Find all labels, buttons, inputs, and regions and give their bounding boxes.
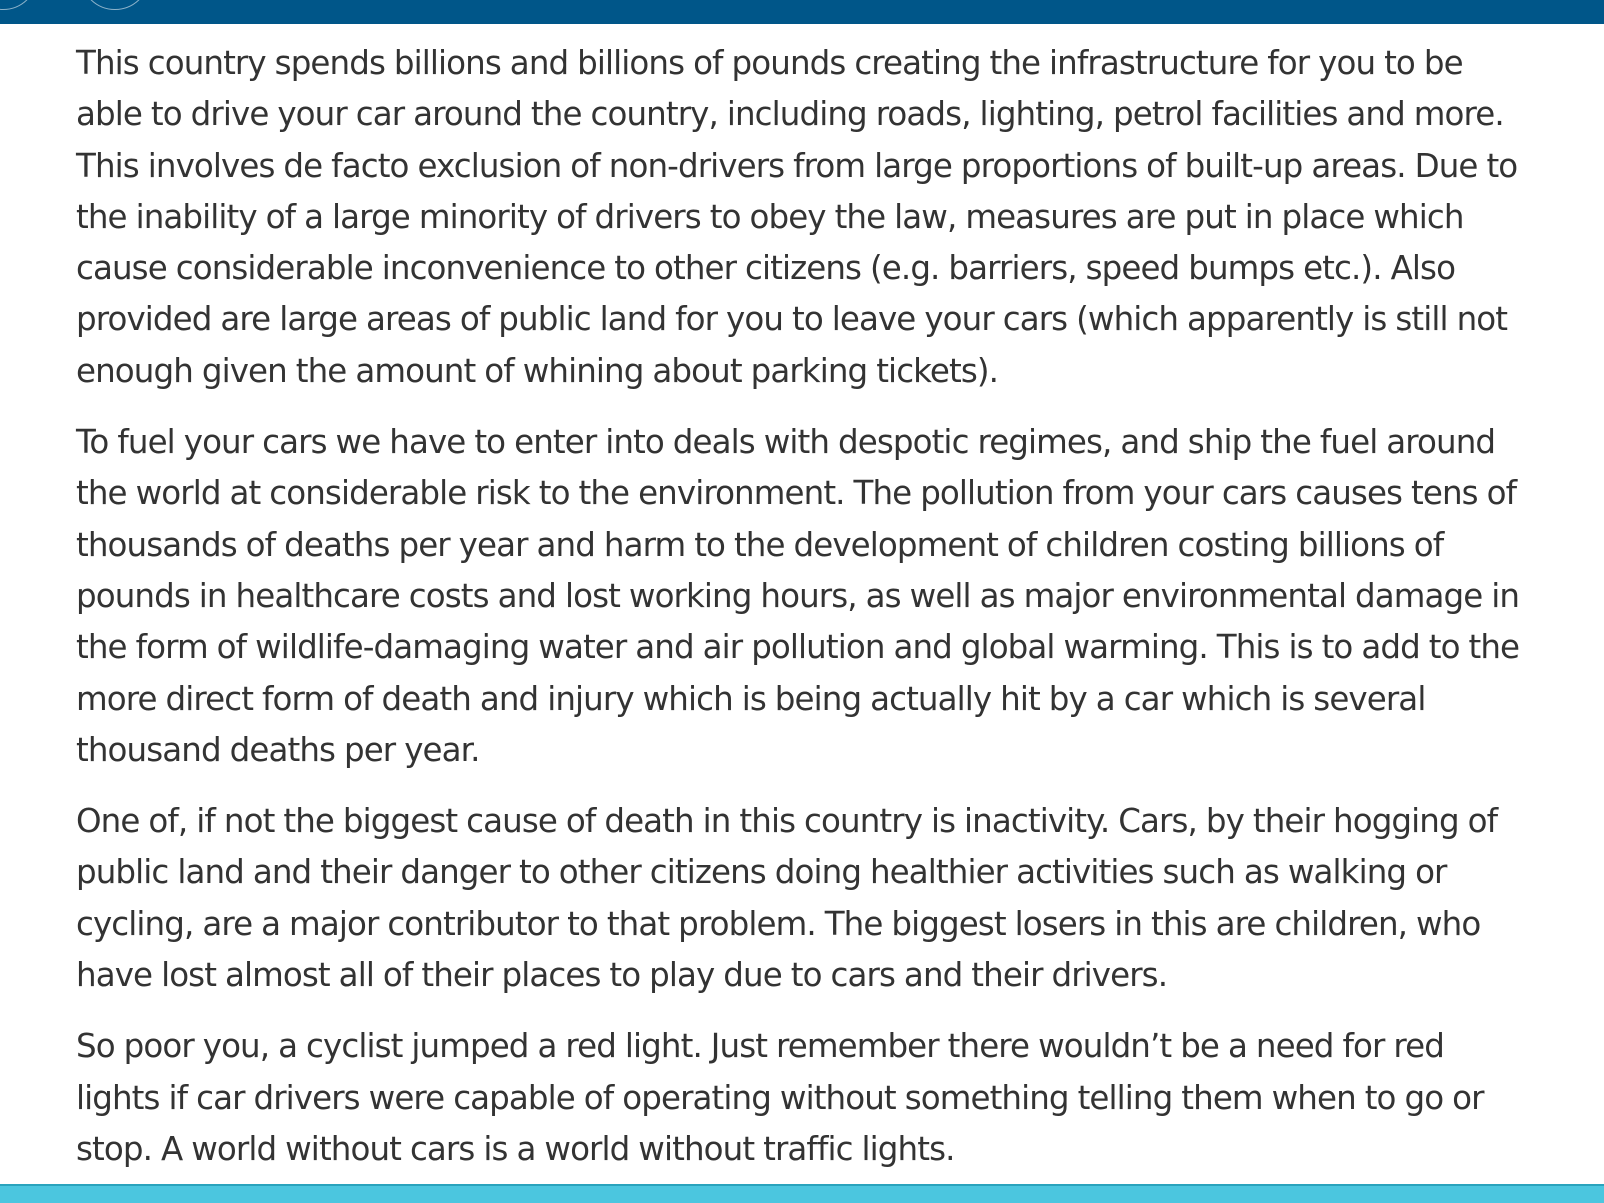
circle-outline-icon[interactable]	[80, 0, 150, 10]
paragraph-red-light: So poor you, a cyclist jumped a red light. Just remember there wouldn’t be a need for red lights if car drivers were capable of operating without something telling them when to go or stop. A world without cars is a world without traffic lights.	[76, 1027, 1484, 1168]
header-bar	[0, 0, 1604, 24]
paragraph-fuel-and-pollution: To fuel your cars we have to enter into deals with despotic regimes, and ship the fuel around the world at considerable risk to the environment. The pollution from your cars causes tens of thousands of deaths per year and harm to the development of children costing billions of pounds in healthcare costs and lost working hours, as well as major environmental damage in the form of wildlife-damaging water and air pollution and global warming. This is to add to the more direct form of death and injury which is being actually hit by a car which is several thousand deaths per year.	[76, 423, 1520, 769]
footer-bar	[0, 1184, 1604, 1203]
paragraph-infrastructure: This country spends billions and billions of pounds creating the infrastructure for you to be able to drive your car around the country, including roads, lighting, petrol facilities and more. This involves de facto exclusion of non-drivers from large proportions of built-up areas. Due to the inability of a large minority of drivers to obey the law, measures are put in place which cause considerable inconvenience to other citizens (e.g. barriers, speed bumps etc.). Also provided are large areas of public land for you to leave your cars (which apparently is still not enough given the amount of whining about parking tickets).	[76, 44, 1518, 390]
circle-outline-icon[interactable]	[0, 0, 38, 10]
paragraph-inactivity: One of, if not the biggest cause of death in this country is inactivity. Cars, by their hogging of public land and their danger to other citizens doing healthier activities such as walking or cycling, are a major contributor to that problem. The biggest losers in this are children, who have lost almost all of their places to play due to cars and their drivers.	[76, 802, 1498, 995]
article-body	[76, 38, 1536, 1195]
